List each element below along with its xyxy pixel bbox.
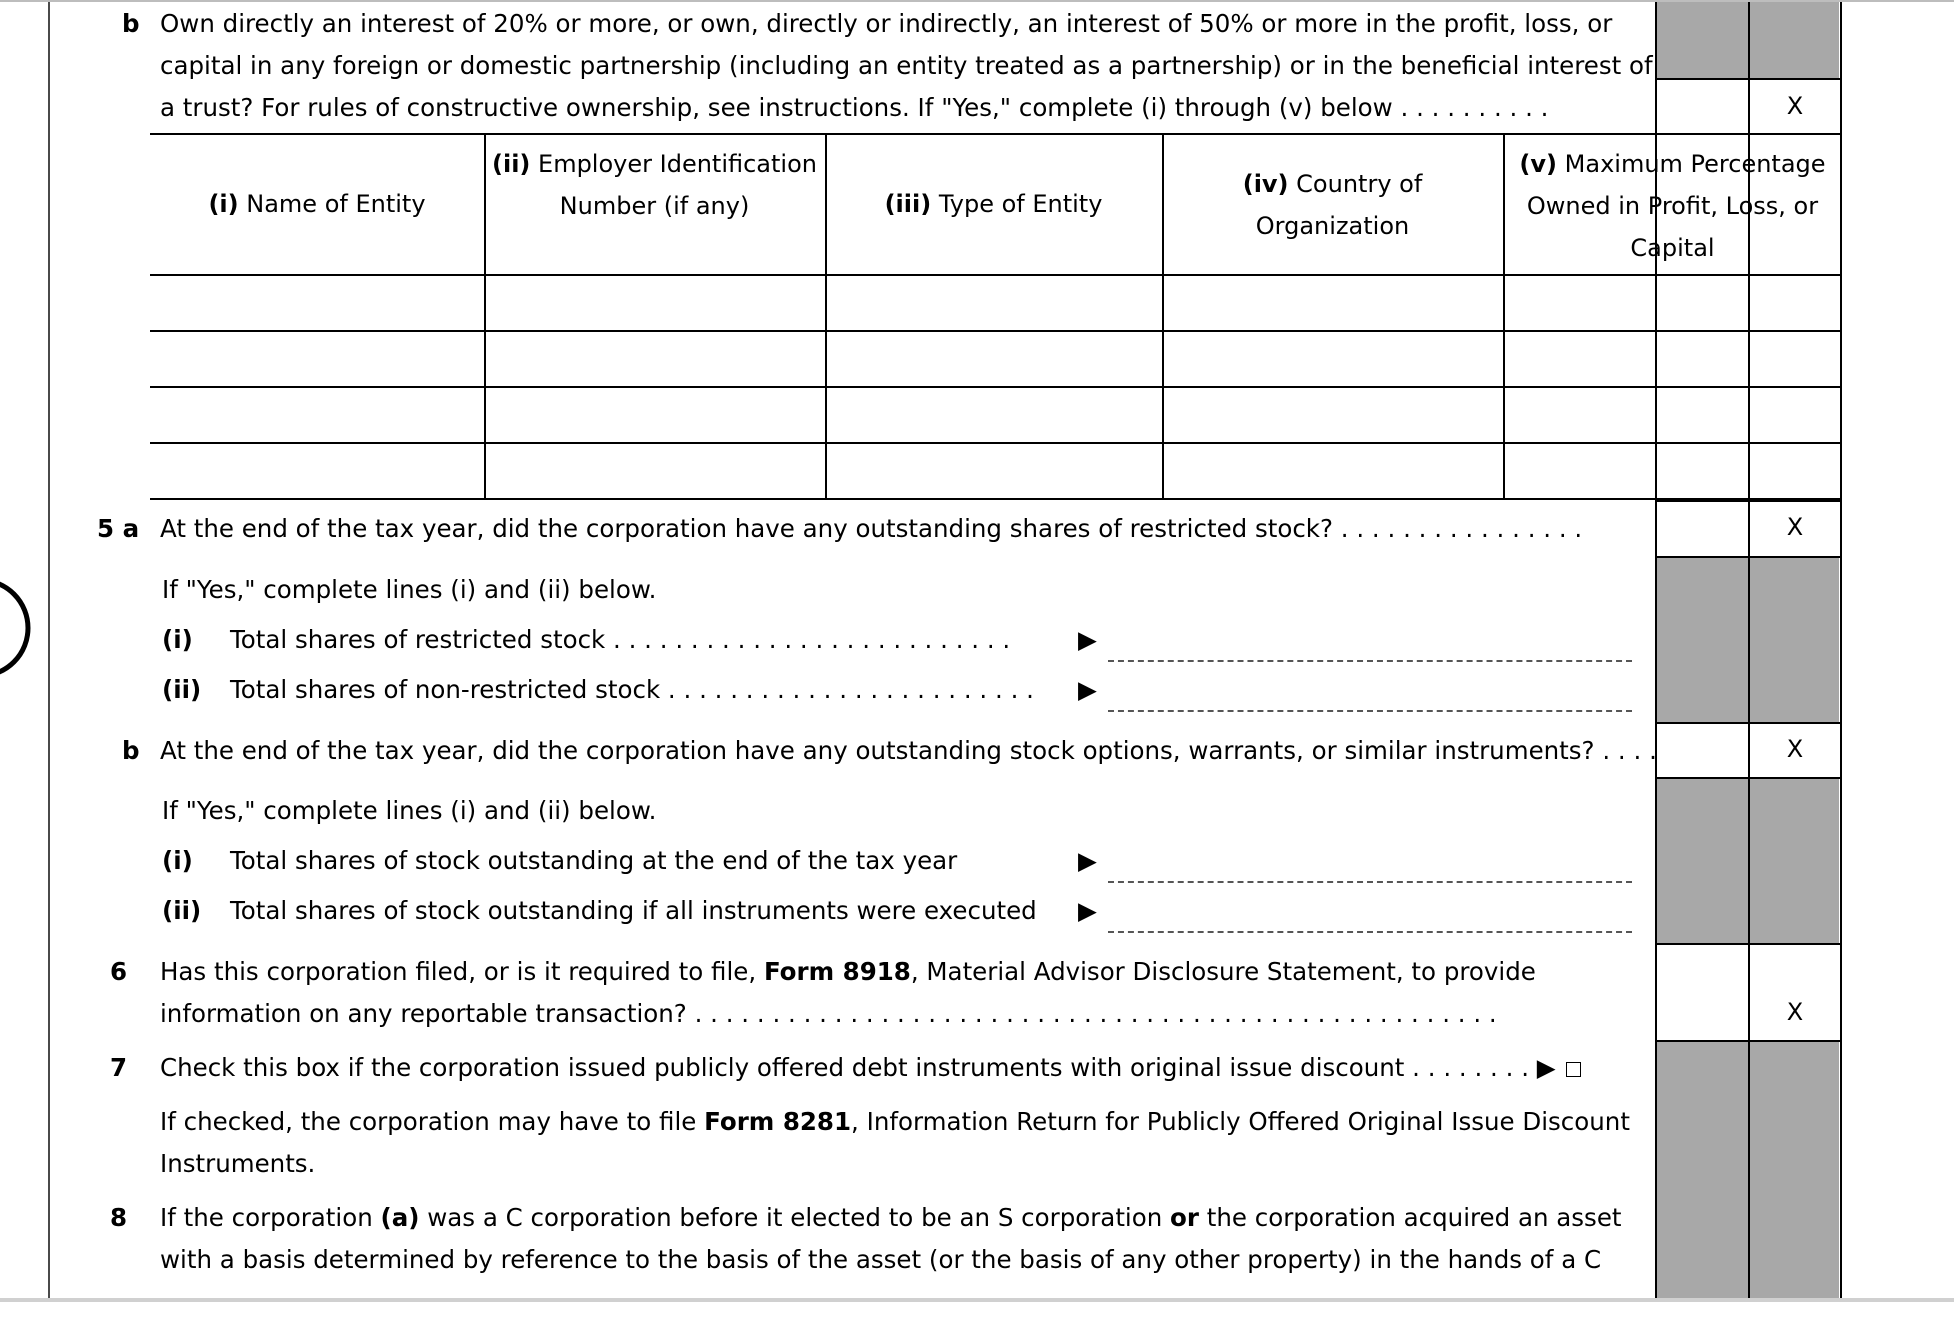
line-5a-ifyes: If "Yes," complete lines (i) and (ii) below. xyxy=(162,575,657,604)
col-header-country: (iv) Country of Organization xyxy=(1242,170,1423,240)
line-5b-ifyes: If "Yes," complete lines (i) and (ii) below. xyxy=(162,796,657,825)
arrow-icon: ▶ xyxy=(1078,896,1097,925)
line-5a-label: 5 a xyxy=(97,514,140,543)
answer-rule xyxy=(1655,556,1840,558)
line-7-label: 7 xyxy=(110,1053,128,1082)
line-4b-text-1: Own directly an interest of 20% or more, or own, directly or indirectly, an interest of 50% or more in the profit, loss, or xyxy=(160,9,1613,38)
line-6-text-2: information on any reportable transaction? . . . . . . . . . . . . . . . . . . . . . . . . . . . . . . . . . . . . . . . . . . . . . . . . . . . . xyxy=(160,999,1497,1028)
answer-rule xyxy=(1655,1040,1840,1042)
col-header-ein: (ii) Employer Identification Number (if any) xyxy=(492,150,817,220)
table-row-rule xyxy=(150,442,1840,444)
line-5a-ii-text: Total shares of non-restricted stock . . . . . . . . . . . . . . . . . . . . . . . . xyxy=(230,675,1034,704)
line-4b-text-2: capital in any foreign or domestic partnership (including an entity treated as a partnership) or in the beneficial interest of xyxy=(160,51,1653,80)
table-top-rule xyxy=(150,133,1840,135)
col-header-type-of-entity: (iii) Type of Entity xyxy=(884,190,1103,218)
line-5b-ii-input[interactable] xyxy=(1108,931,1632,933)
line-5a-ii-label: (ii) xyxy=(162,675,202,704)
arrow-icon: ▶ xyxy=(1536,1053,1556,1082)
table-col-rule xyxy=(1162,133,1164,499)
table-row-rule xyxy=(150,330,1840,332)
line-7-text-3: Instruments. xyxy=(160,1149,316,1178)
viewport-bottom-edge xyxy=(0,1298,1954,1302)
shade-divider xyxy=(1748,777,1750,943)
line-5b-i-text: Total shares of stock outstanding at the end of the tax year xyxy=(230,846,958,875)
answer-rule xyxy=(1655,78,1840,80)
line-5b-i-label: (i) xyxy=(162,846,193,875)
line-5a-no-answer[interactable]: X xyxy=(1786,513,1804,541)
no-column-right-rule xyxy=(1840,0,1842,1300)
line-6-no-answer[interactable]: X xyxy=(1786,998,1804,1026)
line-5a-i-label: (i) xyxy=(162,625,193,654)
answer-rule xyxy=(1655,777,1840,779)
line-5a-text: At the end of the tax year, did the corporation have any outstanding shares of restricted stock? . . . . . . . . . . . . . . . . xyxy=(160,514,1583,543)
left-margin-rule xyxy=(48,0,50,1300)
line-5b-i-input[interactable] xyxy=(1108,881,1632,883)
col-header-max-percentage: (v) Maximum Percentage Owned in Profit, Loss, or Capital xyxy=(1519,150,1826,262)
line-5b-ii-text: Total shares of stock outstanding if all instruments were executed xyxy=(230,896,1037,925)
arrow-icon: ▶ xyxy=(1078,675,1097,704)
arrow-icon: ▶ xyxy=(1078,625,1097,654)
oid-checkbox[interactable] xyxy=(1566,1062,1581,1077)
line-6-label: 6 xyxy=(110,957,128,986)
line-8-label: 8 xyxy=(110,1203,128,1232)
shade-divider xyxy=(1748,0,1750,78)
line-5a-i-input[interactable] xyxy=(1108,660,1632,662)
line-5b-no-answer[interactable]: X xyxy=(1786,735,1804,763)
table-bottom-rule xyxy=(150,498,1840,500)
line-8-text-2: with a basis determined by reference to the basis of the asset (or the basis of any other property) in the hands of a C xyxy=(160,1245,1602,1274)
line-7-text-2: If checked, the corporation may have to file Form 8281, Information Return for Publicly Offered Original Issue Discount xyxy=(160,1107,1630,1136)
arrow-icon: ▶ xyxy=(1078,846,1097,875)
answer-rule xyxy=(1655,500,1840,502)
line-8-text-1: If the corporation (a) was a C corporation before it elected to be an S corporation or the corporation acquired an asset xyxy=(160,1203,1622,1232)
viewport-top-edge xyxy=(0,0,1954,2)
table-row-rule xyxy=(150,386,1840,388)
table-row-rule xyxy=(150,274,1840,276)
line-4b-no-answer[interactable]: X xyxy=(1786,92,1804,120)
line-5b-label: b xyxy=(122,736,140,765)
line-4b-label: b xyxy=(122,9,140,38)
answer-rule xyxy=(1655,943,1840,945)
line-5b-ii-label: (ii) xyxy=(162,896,202,925)
shade-divider xyxy=(1748,556,1750,722)
page-circle-icon xyxy=(0,578,40,678)
line-5a-ii-input[interactable] xyxy=(1108,710,1632,712)
line-6-text-1: Has this corporation filed, or is it required to file, Form 8918, Material Advisor Disclosure Statement, to provide xyxy=(160,957,1536,986)
line-4b-text-3: a trust? For rules of constructive ownership, see instructions. If "Yes," complete (i) through (v) below . . . . . . . . . . xyxy=(160,93,1549,122)
line-7-text: Check this box if the corporation issued publicly offered debt instruments with original issue discount . . . . . . . . ▶ xyxy=(160,1047,1581,1089)
line-5a-i-text: Total shares of restricted stock . . . . . . . . . . . . . . . . . . . . . . . . . . xyxy=(230,625,1011,654)
line-5b-text: At the end of the tax year, did the corporation have any outstanding stock options, warrants, or similar instruments? . . . . xyxy=(160,736,1657,765)
answer-rule xyxy=(1655,722,1840,724)
shade-divider xyxy=(1748,1040,1750,1300)
col-header-name-of-entity: (i) Name of Entity xyxy=(208,190,426,218)
